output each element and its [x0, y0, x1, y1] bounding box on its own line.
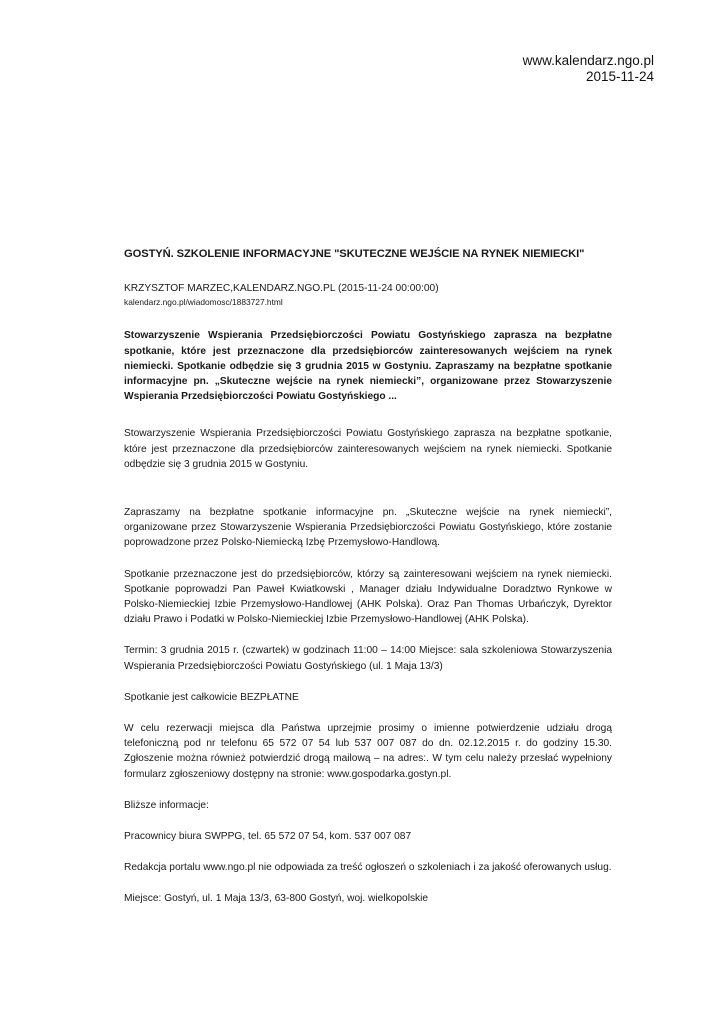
paragraph-registration: W celu rezerwacji miejsca dla Państwa uprzejmie prosimy o imienne potwierdzenie udziału drogą telefoniczną pod nr telefonu 65 572 07 54 lub 537 007 087 do dn. 02.12.2015 r. do godziny 15.30. Zgłoszenie można również potwierdzić drogą mailową – na adres:. W tym celu należy przesłać wypełniony formularz zgłoszeniowy dostępny na stronie: www.gospodarka.gostyn.pl.	[124, 723, 612, 780]
paragraph-invitation: Zapraszamy na bezpłatne spotkanie informacyjne pn. „Skuteczne wejście na rynek niemiecki”, organizowane przez Stowarzyszenie Wspierania Przedsiębiorczości Powiatu Gostyńskiego, które zostanie poprowadzone przez Polsko-Niemiecką Izbę Przemysłowo-Handlową.	[124, 507, 612, 549]
page-header	[523, 53, 654, 85]
print-date: 2015-11-24	[585, 69, 654, 84]
spacer	[124, 488, 612, 505]
article-lead: Stowarzyszenie Wspierania Przedsiębiorczości Powiatu Gostyńskiego zaprasza na bezpłatne spotkanie, które jest przeznaczone dla przedsiębiorców zainteresowanych wejściem na rynek niemiecki. Spotkanie odbędzie się 3 grudnia 2015 w Gostyniu. Zapraszamy na bezpłatne spotkanie informacyjne pn. „Skuteczne wejście na rynek niemiecki”, organizowane przez Stowarzyszenie Wspierania Przedsiębiorczości Powiatu Gostyńskiego ...	[124, 330, 612, 403]
paragraph-free: Spotkanie jest całkowicie BEZPŁATNE	[124, 691, 299, 703]
site-name: www.kalendarz.ngo.pl	[522, 53, 654, 68]
paragraph-audience: Spotkanie przeznaczone jest do przedsiębiorców, którzy są zainteresowani wejściem na rynek niemiecki. Spotkanie poprowadzi Pan Paweł Kwiatkowski , Manager działu Indywidualne Doradztwo Rynkowe w Polsko-Niemieckiej Izbie Przemysłowo-Handlowej (AHK Polska). Oraz Pan Thomas Urbańczyk, Dyrektor działu Prawo i Podatki w Polsko-Niemieckiej Izbie Przemysłowo-Handlowej (AHK Polska).	[124, 568, 612, 626]
article-title: GOSTYŃ. SZKOLENIE INFORMACYJNE "SKUTECZNE WEJŚCIE NA RYNEK NIEMIECKI"	[124, 248, 585, 260]
paragraph-intro: Stowarzyszenie Wspierania Przedsiębiorczości Powiatu Gostyńskiego zaprasza na bezpłatne spotkanie, które jest przeznaczone dla przedsiębiorców zainteresowanych wejściem na rynek niemiecki. Spotkanie odbędzie się 3 grudnia 2015 w Gostyniu.	[124, 428, 612, 470]
author-line: KRZYSZTOF MARZEC,KALENDARZ.NGO.PL (2015-11-24 00:00:00)	[124, 283, 439, 295]
paragraph-location: Miejsce: Gostyń, ul. 1 Maja 13/3, 63-800 Gostyń, woj. wielkopolskie	[124, 893, 429, 905]
paragraph-more-info: Bliższe informacje:	[124, 799, 209, 811]
paragraph-disclaimer: Redakcja portalu www.ngo.pl nie odpowiada za treść ogłoszeń o szkoleniach i za jakość oferowanych usług.	[124, 862, 612, 874]
source-url: kalendarz.ngo.pl/wiadomosc/1883727.html	[124, 297, 283, 308]
paragraph-contact: Pracownicy biura SWPPG, tel. 65 572 07 54, kom. 537 007 087	[124, 831, 412, 843]
paragraph-schedule: Termin: 3 grudnia 2015 r. (czwartek) w godzinach 11:00 – 14:00 Miejsce: sala szkoleniowa Stowarzyszenia Wspierania Przedsiębiorczości Powiatu Gostyńskiego (ul. 1 Maja 13/3)	[124, 645, 612, 672]
article	[124, 247, 612, 923]
